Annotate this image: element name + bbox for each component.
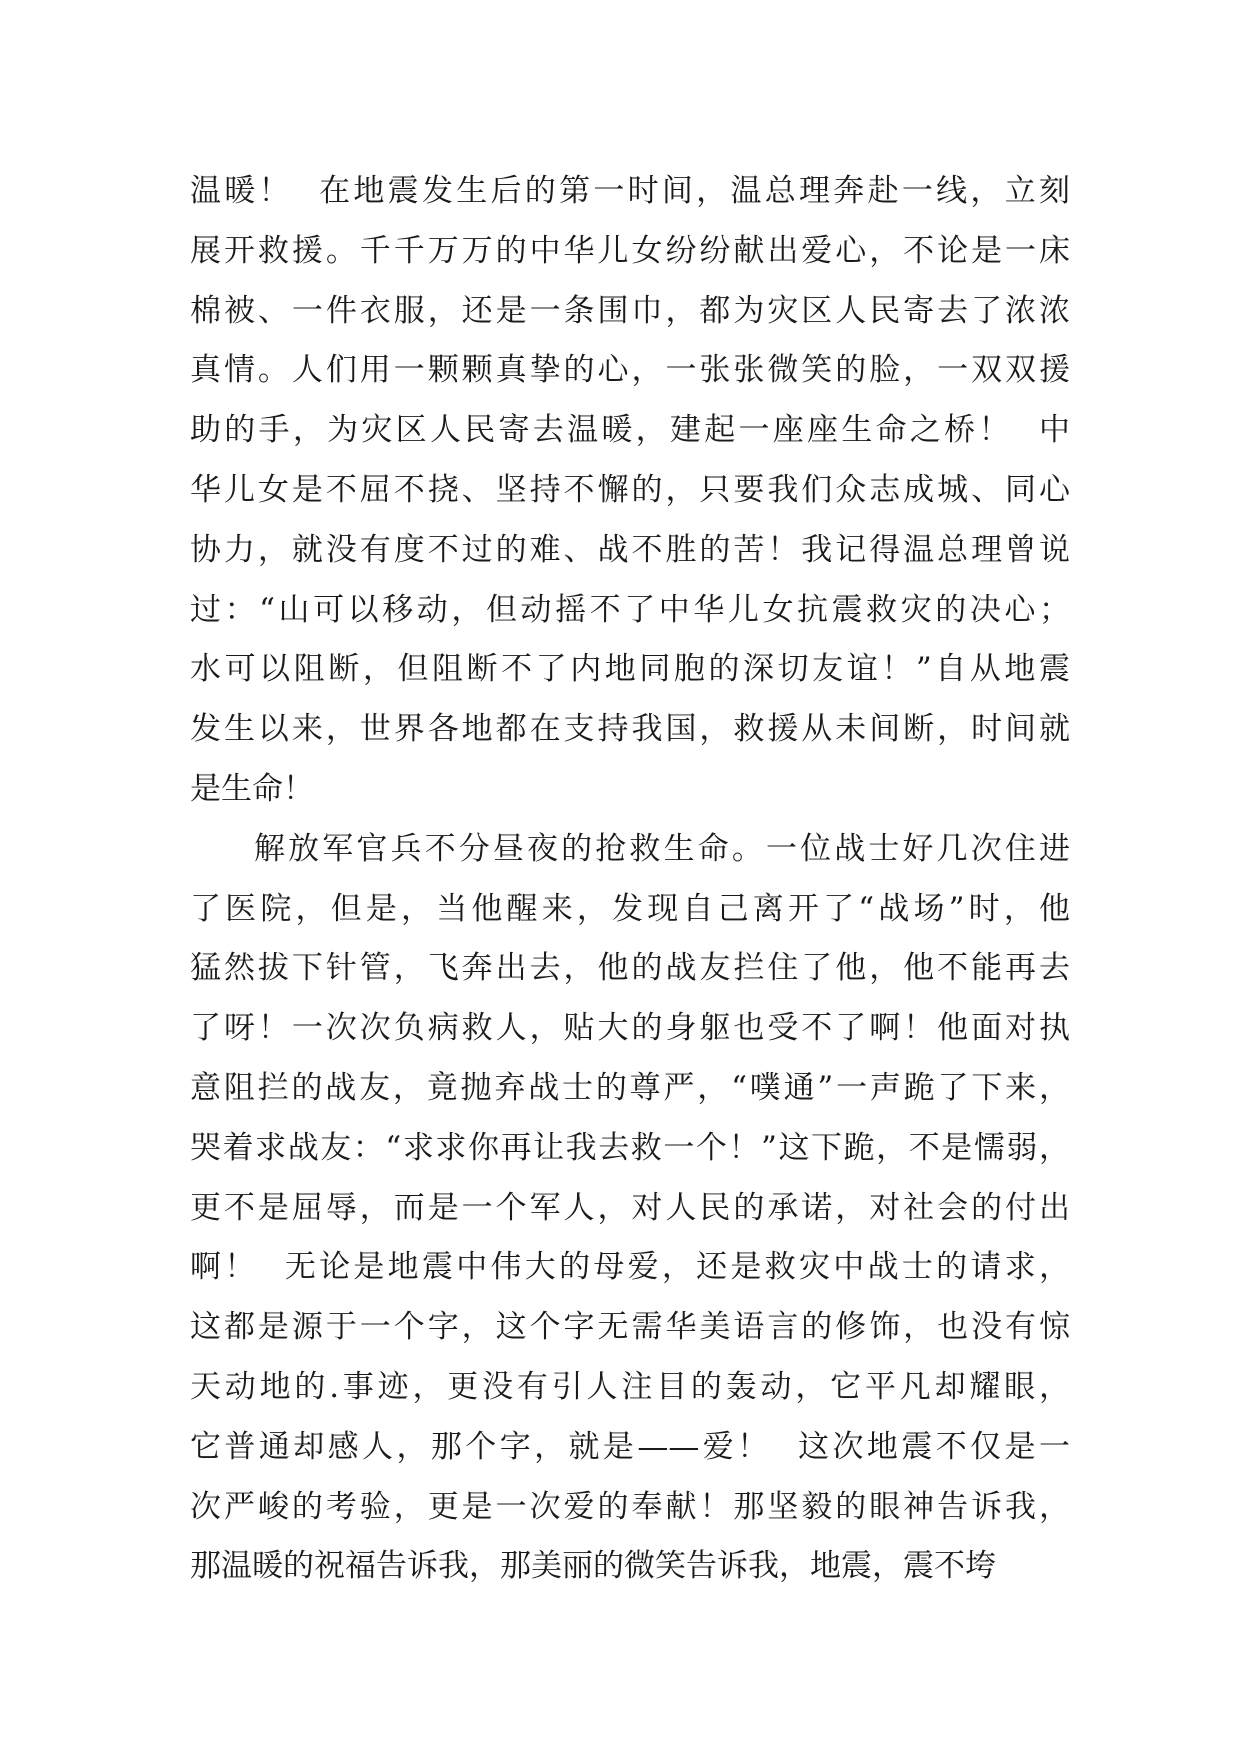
text-line: 那温暖的祝福告诉我，那美丽的微笑告诉我，地震，震不垮	[190, 1548, 996, 1585]
body-text	[190, 162, 1070, 1597]
text-line: 协力，就没有度不过的难、战不胜的苦！我记得温总理曾说	[190, 531, 1070, 568]
text-line: 猛然拔下针管，飞奔出去，他的战友拦住了他，他不能再去	[190, 950, 1070, 987]
text-line: 华儿女是不屈不挠、坚持不懈的，只要我们众志成城、同心	[190, 471, 1070, 508]
text-line: 过：“山可以移动，但动摇不了中华儿女抗震救灾的决心；	[190, 591, 1070, 628]
text-line: 了医院，但是，当他醒来，发现自己离开了“战场”时，他	[190, 890, 1070, 927]
text-line: 展开救援。千千万万的中华儿女纷纷献出爱心，不论是一床	[190, 232, 1070, 269]
text-line: 哭着求战友：“求求你再让我去救一个！”这下跪，不是懦弱，	[190, 1129, 1070, 1166]
text-line: 是生命！	[190, 770, 314, 807]
text-line: 温暖！ 在地震发生后的第一时间，温总理奔赴一线，立刻	[190, 173, 1070, 209]
text-line: 解放军官兵不分昼夜的抢救生命。一位战士好几次住进	[254, 830, 1070, 867]
text-line: 发生以来，世界各地都在支持我国，救援从未间断，时间就	[190, 711, 1070, 748]
text-line: 天动地的.事迹，更没有引人注目的轰动，它平凡却耀眼，	[190, 1368, 1070, 1405]
text-line: 水可以阻断，但阻断不了内地同胞的深切友谊！”自从地震	[190, 651, 1070, 688]
text-line: 棉被、一件衣服，还是一条围巾，都为灾区人民寄去了浓浓	[190, 292, 1070, 329]
text-line: 真情。人们用一颗颗真挚的心，一张张微笑的脸，一双双援	[190, 352, 1070, 389]
text-line: 了呀！一次次负病救人，贴大的身躯也受不了啊！他面对执	[190, 1010, 1070, 1047]
text-line: 这都是源于一个字，这个字无需华美语言的修饰，也没有惊	[190, 1309, 1070, 1346]
paragraph-1	[190, 162, 1070, 820]
text-line: 次严峻的考验，更是一次爱的奉献！那坚毅的眼神告诉我，	[190, 1488, 1070, 1525]
text-line: 更不是屈辱，而是一个军人，对人民的承诺，对社会的付出	[190, 1189, 1070, 1226]
text-line: 它普通却感人，那个字，就是——爱！ 这次地震不仅是一	[190, 1428, 1070, 1465]
text-line: 啊！ 无论是地震中伟大的母爱，还是救灾中战士的请求，	[190, 1249, 1070, 1286]
text-line: 意阻拦的战友，竟抛弃战士的尊严，“噗通”一声跪了下来，	[190, 1069, 1070, 1106]
paragraph-2	[190, 820, 1070, 1597]
text-line: 助的手，为灾区人民寄去温暖，建起一座座生命之桥！ 中	[190, 412, 1070, 449]
